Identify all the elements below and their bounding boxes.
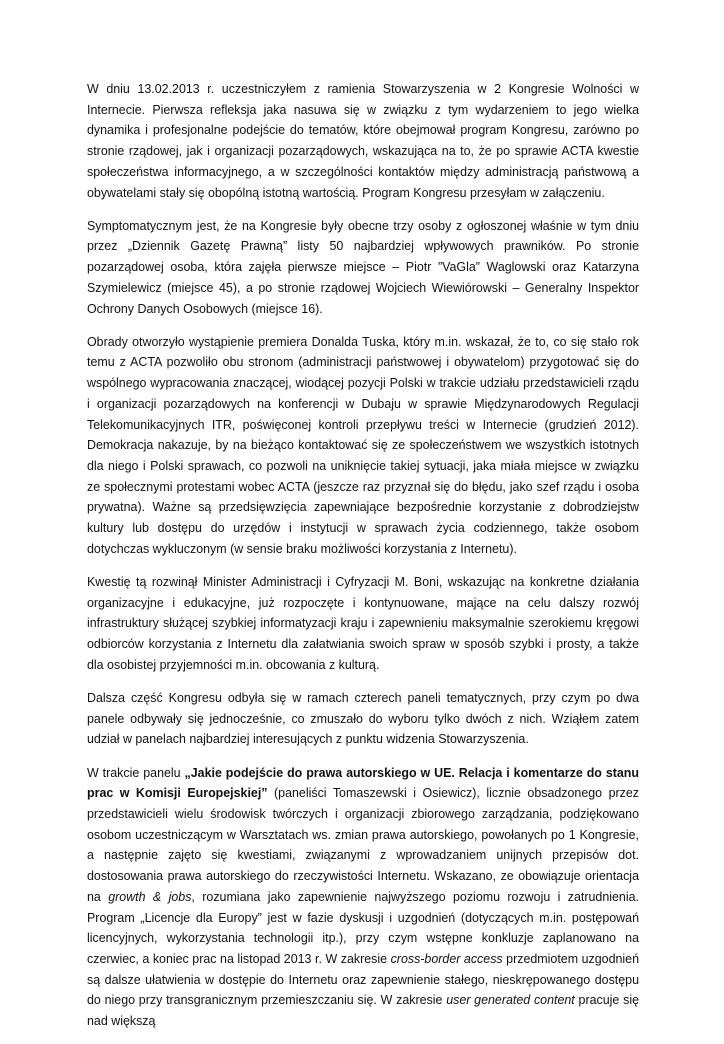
paragraph-influential-lawyers: Symptomatycznym jest, że na Kongresie były obecne trzy osoby z ogłoszonej właśnie w tym dniu przez „Dziennik Gazetę Prawną” listy 50 najbardziej wpływowych prawników. Po stronie pozarządowej osoba, która zajęła pierwsze miejsce – Piotr ”VaGla” Waglowski oraz Katarzyna Szymielewicz (miejsce 45), a po stronie rządowej Wojciech Wiewiórowski – Generalny Inspektor Ochrony Danych Osobowych (miejsce 16). (87, 218, 639, 316)
italic-term-growth-jobs: growth & jobs (108, 889, 192, 904)
text-run: (paneliści Tomaszewski i Osiewicz), licznie obsadzonego przez przedstawicieli wielu środowisk twórczych i organizacji zbiorowego zarządzania, podziękowano osobom uczestniczącym w Warsztatach ws. zmian prawa autorskiego, powołanych po 1 Kongresie, a następnie zajęto się kwestiami, związanymi z wprowadzaniem unijnych przepisów dot. dostosowania prawa autorskiego do rzeczywistości Internetu. Wskazano, ze obowiązuje orientacja na (87, 786, 640, 904)
document-page (87, 79, 639, 1044)
paragraph-boni-speech: Kwestię tą rozwinął Minister Administracji i Cyfryzacji M. Boni, wskazując na konkretne działania organizacyjne i edukacyjne, już rozpoczęte i kontynuowane, mające na celu dalszy rozwój infrastruktury służącej szybkiej informatyzacji kraju i zapewnieniu maksymalnie szerokiemu kręgowi odbiorców korzystania z Internetu dla załatwiania swoich spraw w sposób szybki i prosty, a także dla osobistej przyjemności m.in. obcowania z kulturą. (87, 574, 639, 672)
paragraph-tusk-speech: Obrady otworzyło wystąpienie premiera Donalda Tuska, który m.in. wskazał, że to, co się stało rok temu z ACTA pozwoliło obu stronom (administracji państwowej i obywatelom) przygotować się do wspólnego wypracowania znaczącej, wiodącej pozycji Polski w trakcie udziału przedstawicieli rządu i organizacji pozarządowych na konferencji w Dubaju w sprawie Międzynarodowych Regulacji Telekomunikacyjnych ITR, poświęconej kontroli przepływu treści w Internecie (grudzień 2012). Demokracja nakazuje, by na bieżąco kontaktować się ze społeczeństwem we wszystkich istotnych dla niego i Polski sprawach, co pozwoli na uniknięcie takiej sytuacji, jaka miała miejsce w związku ze społecznymi protestami wobec ACTA (jeszcze raz przyznał się do błędu, jako szef rządu i osoba prywatna). Ważne są przedsięwzięcia zapewniające bezpośrednie korzystanie z dobrodziejstw kultury lub dostępu do urzędów i instytucji w sprawach życia codziennego, także osobom dotychczas wykluczonym (w sensie braku możliwości korzystania z Internetu). (87, 334, 639, 556)
text-run: , rozumiana jako zapewnienie najwyższego poziomu rozwoju i zatrudnienia. Program „Licencje dla Europy” jest w fazie dyskusji i uzgodnień (dotyczących m.in. postępowań licencyjnych, wykorzystania technologii itp.), przy czym wstępne konkluzje zaplanowano na czerwiec, a koniec prac na listopad 2013 r. W zakresie (87, 889, 639, 966)
text-run: W trakcie panelu (87, 765, 185, 780)
paragraph-congress-intro: W dniu 13.02.2013 r. uczestniczyłem z ramienia Stowarzyszenia w 2 Kongresie Wolności w Internecie. Pierwsza refleksja jaka nasuwa się w związku z tym wydarzeniem to jego wielka dynamika i profesjonalne podejście do tematów, które obejmował program Kongresu, zarówno po stronie rządowej, jak i organizacji pozarządowych, wskazująca na to, że po sprawie ACTA kwestie społeczeństwa informacyjnego, a w szczególności kontaktów między administracją państwową a obywatelami stały się obopólną istotną wartością. Program Kongresu przesyłam w załączeniu. (87, 82, 639, 200)
panel-title: „Jakie podejście do prawa autorskiego w UE. Relacja i komentarze do stanu prac w Komisji Europejskiej” (87, 765, 639, 801)
paragraph-panels: Dalsza część Kongresu odbyła się w ramach czterech paneli tematycznych, przy czym po dwa panele odbywały się jednocześnie, co zmuszało do wyboru tylko dwóch z nich. Wziąłem zatem udział w panelach najbardziej interesujących z punktu widzenia Stowarzyszenia. (87, 690, 639, 747)
paragraph-copyright-panel (87, 763, 639, 1032)
italic-term-user-generated-content: user generated content (446, 993, 575, 1008)
text-run: przedmiotem uzgodnień są dalsze ułatwienia w dostępie do Internetu oraz zapewnienie stałego, nieskrępowanego dostępu do niego przy transgranicznym przemieszczaniu się. W zakresie (87, 951, 639, 1008)
italic-term-cross-border-access: cross-border access (390, 951, 503, 966)
text-run: pracuje się nad większą (87, 993, 639, 1029)
